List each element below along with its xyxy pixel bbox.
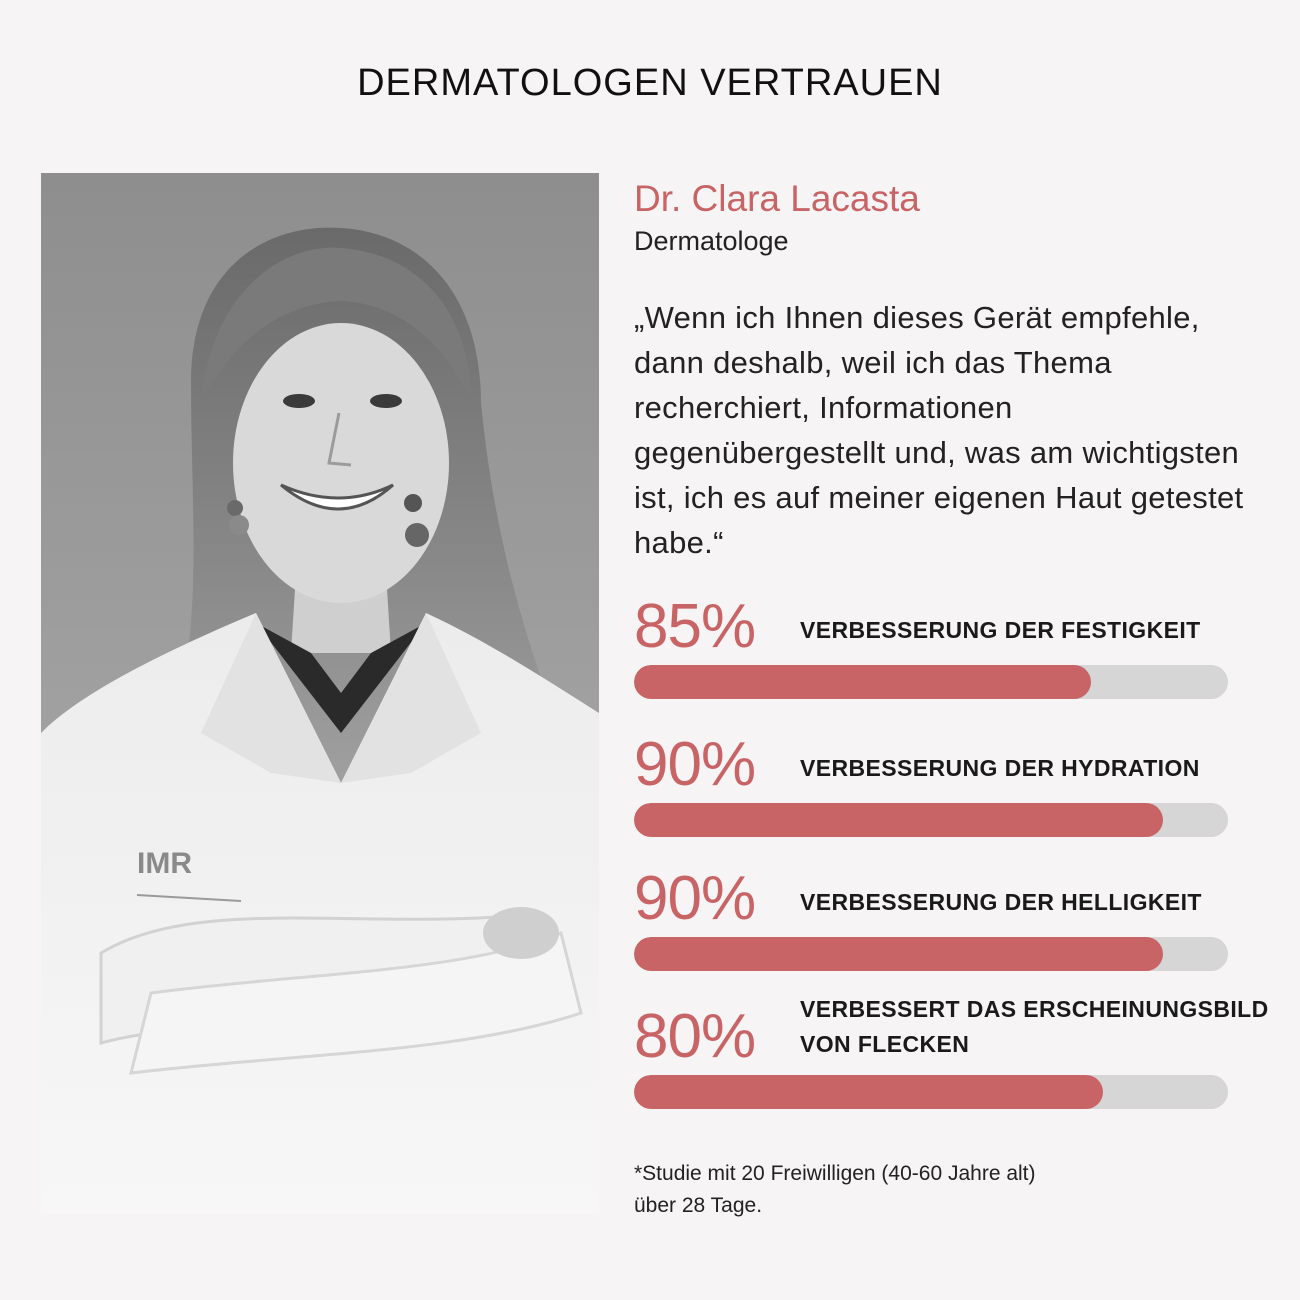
progress-bar-track: [634, 937, 1228, 971]
footnote-line-1: *Studie mit 20 Freiwilligen (40-60 Jahre alt): [634, 1162, 1036, 1185]
page-title: DERMATOLOGEN VERTRAUEN: [357, 62, 943, 104]
doctor-role: Dermatologe: [634, 226, 789, 256]
stat-label: VERBESSERUNG DER HYDRATION: [800, 755, 1200, 781]
stat-percent: 90%: [634, 864, 756, 933]
coat-logo: IMR: [137, 847, 192, 880]
doctor-quote: „Wenn ich Ihnen dieses Gerät empfehle, dann deshalb, weil ich das Thema recherchiert, Informationen gegenübergestellt und, was am wichtigsten ist, ich es auf meiner eigenen Haut getestet habe.“: [634, 300, 1244, 560]
doctor-name: Dr. Clara Lacasta: [634, 178, 920, 219]
stat-label: VERBESSERUNG DER FESTIGKEIT: [800, 617, 1201, 643]
progress-bar-track: [634, 803, 1228, 837]
progress-bar-track: [634, 665, 1228, 699]
doctor-photo: [41, 173, 599, 1213]
progress-bar-fill: [634, 937, 1163, 971]
progress-bar-fill: [634, 803, 1163, 837]
study-footnote: [634, 1158, 1254, 1222]
progress-bar-track: [634, 1075, 1228, 1109]
footnote-line-2: über 28 Tage.: [634, 1194, 763, 1217]
progress-bar-fill: [634, 665, 1091, 699]
stat-percent: 85%: [634, 592, 756, 661]
stat-percent: 90%: [634, 730, 756, 799]
stat-percent: 80%: [634, 1002, 756, 1071]
stat-label: VERBESSERT DAS ERSCHEINUNGSBILD VON FLECKEN: [800, 996, 1269, 1057]
doctor-portrait-illustration: [41, 173, 599, 1213]
progress-bar-fill: [634, 1075, 1103, 1109]
stat-label: VERBESSERUNG DER HELLIGKEIT: [800, 889, 1202, 915]
